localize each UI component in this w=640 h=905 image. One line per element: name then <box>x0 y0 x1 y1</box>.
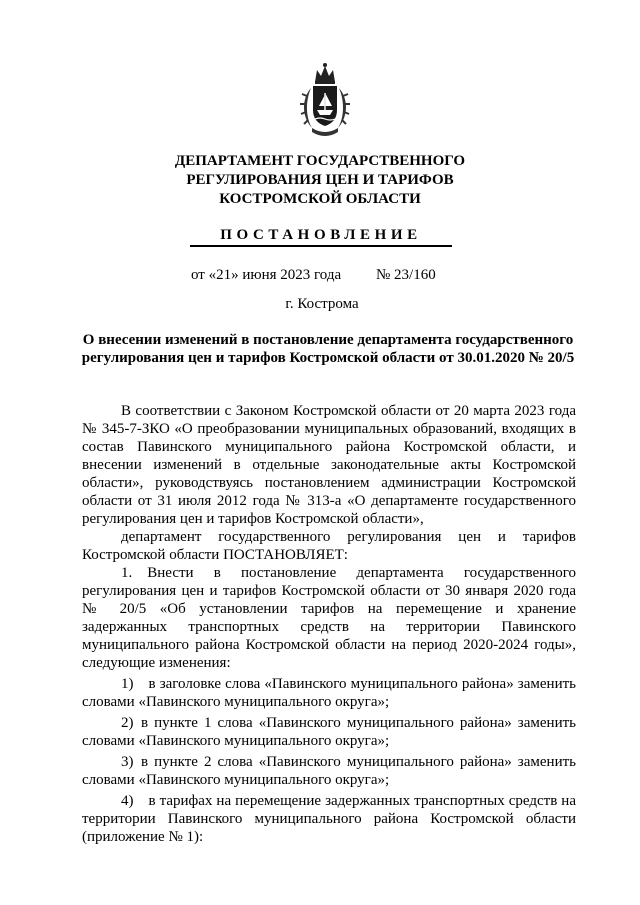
intro-paragraph: В соответствии с Законом Костромской области от 20 марта 2023 года № 345-7-ЗКО «О преобразовании муниципальных образований, входящих в состав Павинского муниципального района Костромской области, и внесении изменений в отдельные законодательные акты Костромской области», руководствуясь постановлением администрации Костромской области от 31 июля 2012 года № 313-а «О департаменте государственного регулирования цен и тарифов Костромской области», <box>82 403 576 527</box>
subject-line: О внесении изменений в постановление департамента государственного <box>82 332 574 348</box>
item-1-paragraph: 1. Внести в постановление департамента государственного регулирования цен и тарифов Костромской области от 30 января 2020 года № 20/5 «Об установлении тарифов на перемещение и хранение задержанных транспортных средств на территории Павинского муниципального района Костромской области на период 2020-2024 годы», следующие изменения: <box>82 565 576 671</box>
department-name <box>0 152 640 209</box>
document-city: г. Кострома <box>285 296 359 312</box>
document-date: от «21» июня 2023 года <box>191 267 342 283</box>
subitem-2: 2) в пункте 1 слова «Павинского муниципального района» заменить словами «Павинского муниципального округа»; <box>82 715 576 749</box>
department-line: ДЕПАРТАМЕНТ ГОСУДАРСТВЕННОГО <box>174 153 466 169</box>
document-type-heading: ПОСТАНОВЛЕНИЕ <box>190 225 452 247</box>
resolve-line: Костромской области ПОСТАНОВЛЯЕТ: <box>82 547 348 563</box>
subitem-1: 1) в заголовке слова «Павинского муниципального района» заменить словами «Павинского муниципального округа»; <box>82 676 576 710</box>
department-line: КОСТРОМСКОЙ ОБЛАСТИ <box>219 191 421 207</box>
document-number: № 23/160 <box>376 267 436 283</box>
coat-of-arms-emblem <box>298 62 352 142</box>
subject-line: регулирования цен и тарифов Костромской области от 30.01.2020 № 20/5 <box>81 350 575 366</box>
subitem-3: 3) в пункте 2 слова «Павинского муниципального района» заменить словами «Павинского муниципального округа»; <box>82 754 576 788</box>
subitem-4: 4) в тарифах на перемещение задержанных транспортных средств на территории Павинского муниципального района Костромской области (приложение № 1): <box>82 793 576 845</box>
document-body <box>82 402 576 846</box>
resolve-line: департамент государственного регулирования цен и тарифов <box>121 529 576 545</box>
document-subject <box>80 331 576 367</box>
department-line: РЕГУЛИРОВАНИЯ ЦЕН И ТАРИФОВ <box>186 172 454 188</box>
